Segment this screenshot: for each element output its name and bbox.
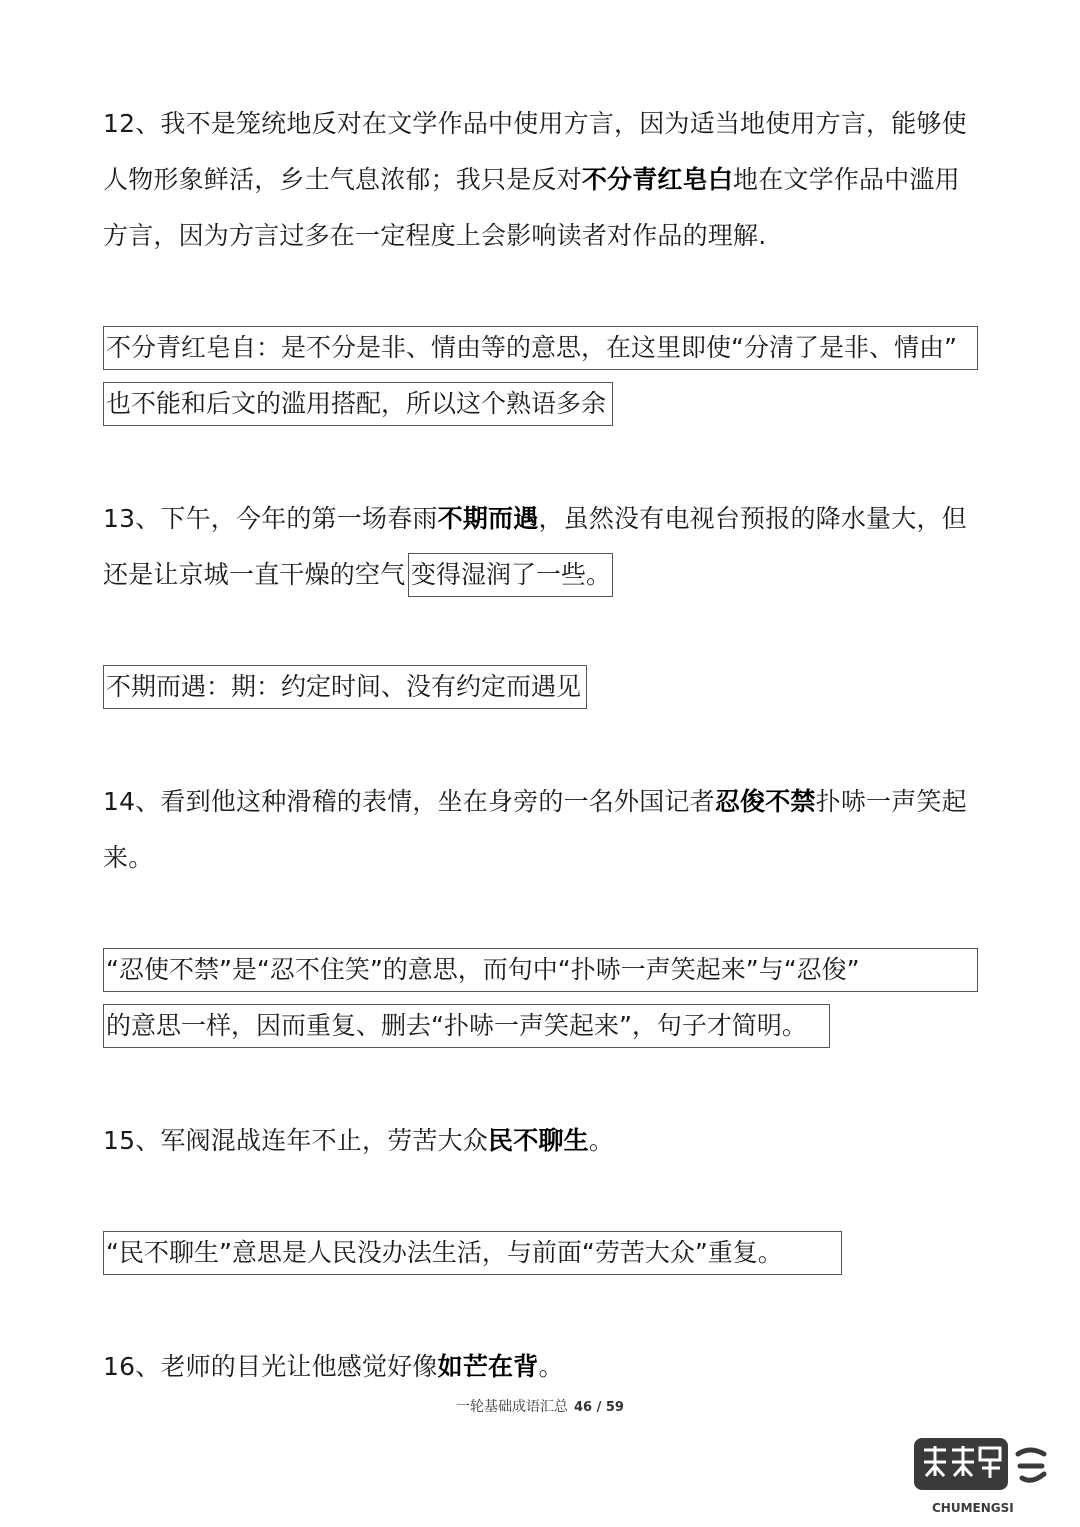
text-segment: 扑哧一声笑起 (815, 787, 967, 816)
item-15-note-line-1: “民不聊生”意思是人民没办法生活，与前面“劳苦大众”重复。 (103, 1231, 842, 1275)
idiom-highlight: 不期而遇 (437, 504, 539, 533)
page-footer (0, 1396, 1080, 1416)
idiom-highlight: 不分青红皂白 (581, 165, 734, 194)
item-13-boxed-phrase: 变得湿润了一些。 (408, 553, 613, 597)
item-12-note-line-1: 不分青红皂自：是不分是非、情由等的意思，在这里即使“分清了是非、情由” (103, 326, 978, 370)
item-16-line-1 (103, 1345, 564, 1389)
item-14-note-line-1: “忍使不禁”是“忍不住笑”的意思，而句中“扑哧一声笑起来”与“忍俊” (103, 948, 978, 992)
item-15-line-1 (103, 1119, 614, 1163)
text-segment: 。 (538, 1352, 564, 1381)
text-segment: 13、下午，今年的第一场春雨 (103, 504, 438, 533)
item-13-note-line-1: 不期而遇：期：约定时间、没有约定而遇见 (103, 665, 587, 709)
text-segment: 地在文学作品中滥用 (733, 165, 960, 194)
watermark-brand-text: CHUMENGSI (932, 1501, 1014, 1515)
item-13-line-1 (103, 497, 967, 541)
idiom-highlight: 忍俊不禁 (714, 787, 816, 816)
text-segment: 14、看到他这种滑稽的表情，坐在身旁的一名外国记者 (103, 787, 715, 816)
item-12-line-1: 12、我不是笼统地反对在文学作品中使用方言，因为适当地使用方言，能够使 (103, 109, 967, 138)
document-title: 一轮基础成语汇总 (456, 1399, 568, 1415)
text-segment: 。 (588, 1126, 615, 1155)
idiom-highlight: 如芒在背 (437, 1352, 539, 1381)
watermark-logo-icon (910, 1432, 1060, 1518)
text-segment: 人物形象鲜活，乡土气息浓郁；我只是反对 (103, 165, 582, 194)
idiom-highlight: 民不聊生 (488, 1126, 589, 1155)
item-12-line-2 (103, 158, 960, 202)
item-12-note-line-2: 也不能和后文的滥用搭配，所以这个熟语多余 (103, 382, 613, 426)
item-14-note-line-2: 的意思一样，因而重复、删去“扑哧一声笑起来”，句子才简明。 (103, 1004, 830, 1048)
watermark-logo (910, 1432, 1060, 1518)
item-14-line-1 (103, 780, 967, 824)
item-14-line-2: 来。 (103, 843, 154, 872)
text-segment: 15、军阀混战连年不止，劳苦大众 (103, 1126, 489, 1155)
item-13-line-2: 还是让京城一直干燥的空气 (103, 560, 406, 589)
text-segment: 16、老师的目光让他感觉好像 (103, 1352, 438, 1381)
text-segment: ，虽然没有电视台预报的降水量大，但 (538, 504, 967, 533)
item-12-line-3: 方言，因为方言过多在一定程度上会影响读者对作品的理解. (103, 221, 767, 250)
page-number: 46 / 59 (574, 1400, 624, 1415)
